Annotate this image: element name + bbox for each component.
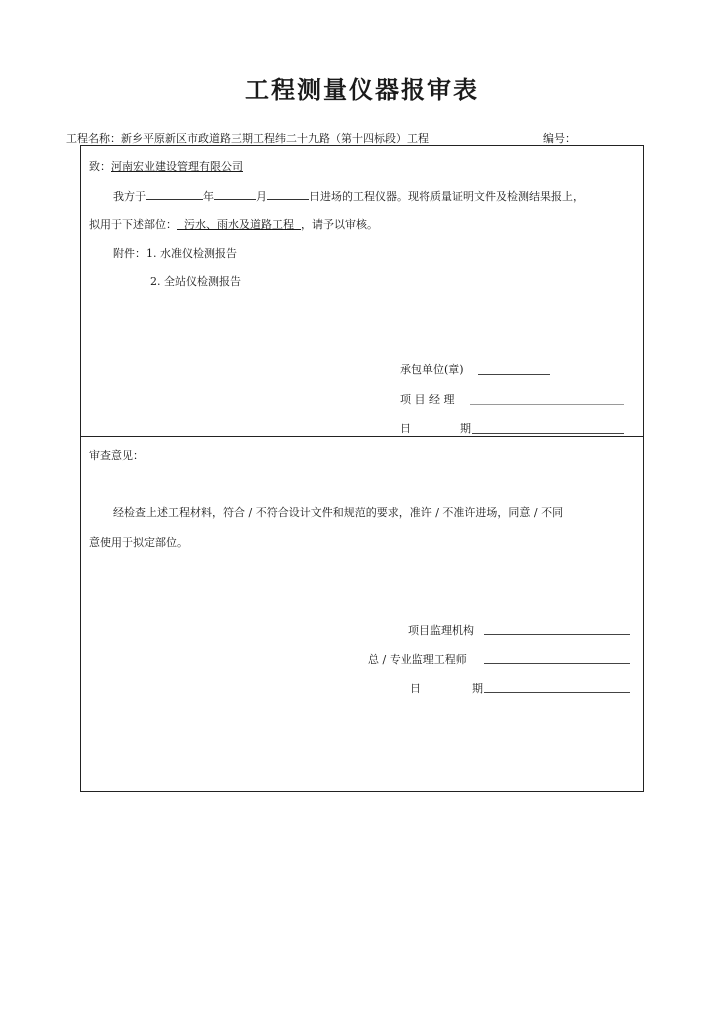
- project-manager-signature-line[interactable]: [470, 404, 624, 405]
- month-label: 月: [256, 190, 267, 203]
- addressee-prefix: 致：: [89, 160, 111, 173]
- intended-location: 污水、雨水及道路工程: [177, 218, 301, 231]
- review-date-label-b: 期: [472, 682, 483, 695]
- serial-number-label: 编号：: [543, 132, 576, 145]
- day-blank[interactable]: [267, 188, 309, 200]
- location-text-end: ，请予以审核。: [301, 218, 378, 231]
- submission-date-label-b: 期: [460, 422, 471, 435]
- month-blank[interactable]: [214, 188, 256, 200]
- attachment-item: 1. 水准仪检测报告: [146, 247, 237, 260]
- review-opinion-label: 审查意见：: [89, 449, 144, 462]
- project-name-label: 工程名称：: [66, 132, 121, 145]
- arrival-text-start: 我方于: [113, 190, 146, 203]
- review-section: [80, 436, 644, 792]
- review-opinion-line-1: 经检查上述工程材料，符合 / 不符合设计文件和规范的要求，准许 / 不准许进场，同意 / 不同: [113, 506, 564, 519]
- project-manager-label: 项 目 经 理: [400, 393, 455, 406]
- project-name-value: 新乡平原新区市政道路三期工程纬二十九路（第十四标段）工程: [121, 132, 429, 145]
- supervisor-org-label: 项目监理机构: [408, 624, 474, 637]
- arrival-text-end: 日进场的工程仪器。现将质量证明文件及检测结果报上，: [309, 190, 584, 203]
- review-date-label-a: 日: [410, 682, 421, 695]
- page-title: 工程测量仪器报审表: [245, 76, 479, 104]
- review-opinion-line-2: 意使用于拟定部位。: [89, 536, 188, 549]
- year-label: 年: [203, 190, 214, 203]
- addressee-company: 河南宏业建设管理有限公司: [111, 160, 243, 173]
- contractor-signature-line[interactable]: [478, 374, 550, 375]
- year-blank[interactable]: [146, 188, 203, 200]
- project-name-row: [66, 130, 429, 146]
- supervisor-org-signature-line[interactable]: [484, 634, 630, 635]
- submission-date-line[interactable]: [472, 433, 624, 434]
- arrival-date-row: [113, 188, 584, 204]
- supervising-engineer-signature-line[interactable]: [484, 663, 630, 664]
- addressee-row: [89, 158, 243, 174]
- attachment-item: 2. 全站仪检测报告: [150, 275, 241, 288]
- attachment-row-1: [113, 245, 237, 261]
- supervising-engineer-label: 总 / 专业监理工程师: [368, 653, 467, 666]
- location-row: [89, 216, 378, 232]
- contractor-label: 承包单位(章): [400, 363, 464, 376]
- attachment-label: 附件：: [113, 247, 146, 260]
- review-date-line[interactable]: [484, 692, 630, 693]
- submission-date-label-a: 日: [400, 422, 411, 435]
- location-text-start: 拟用于下述部位：: [89, 218, 177, 231]
